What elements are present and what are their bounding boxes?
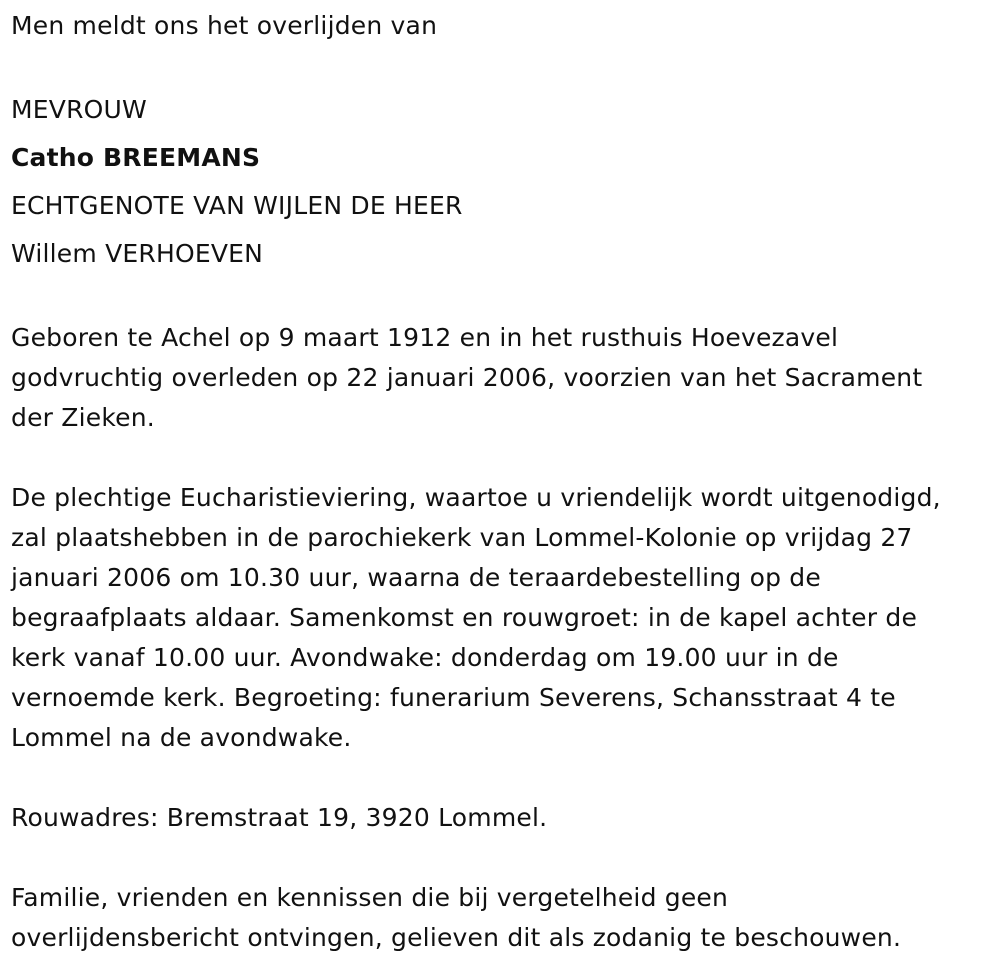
paragraph-line: Familie, vrienden en kennissen die bij vergetelheid geen xyxy=(11,883,729,912)
closing-paragraph xyxy=(11,878,996,958)
spacer xyxy=(11,46,996,86)
paragraph-line: kerk vanaf 10.00 uur. Avondwake: donderdag om 19.00 uur in de xyxy=(11,643,839,672)
deceased-name: Catho BREEMANS xyxy=(11,143,261,172)
paragraph-line: vernoemde kerk. Begroeting: funerarium Severens, Schansstraat 4 te xyxy=(11,683,896,712)
death-notice xyxy=(11,6,996,958)
paragraph-line: Geboren te Achel op 9 maart 1912 en in het rusthuis Hoevezavel xyxy=(11,323,839,352)
spacer xyxy=(11,278,996,318)
paragraph-line: overlijdensbericht ontvingen, gelieven dit als zodanig te beschouwen. xyxy=(11,923,902,952)
birth-paragraph xyxy=(11,318,996,438)
paragraph-line: Lommel na de avondwake. xyxy=(11,723,352,752)
relation-text: ECHTGENOTE VAN WIJLEN DE HEER xyxy=(11,191,463,220)
spouse-name: Willem VERHOEVEN xyxy=(11,239,264,268)
deceased-header xyxy=(11,86,996,278)
ceremony-paragraph xyxy=(11,478,996,758)
intro-text: Men meldt ons het overlijden van xyxy=(11,11,438,40)
paragraph-line: begraafplaats aldaar. Samenkomst en rouwgroet: in de kapel achter de xyxy=(11,603,918,632)
spacer xyxy=(11,758,996,798)
paragraph-line: De plechtige Eucharistieviering, waartoe u vriendelijk wordt uitgenodigd, xyxy=(11,483,941,512)
mourning-address: Rouwadres: Bremstraat 19, 3920 Lommel. xyxy=(11,803,548,832)
spacer xyxy=(11,438,996,478)
title-mevrouw: MEVROUW xyxy=(11,95,147,124)
paragraph-line: januari 2006 om 10.30 uur, waarna de teraardebestelling op de xyxy=(11,563,821,592)
spacer xyxy=(11,838,996,878)
paragraph-line: zal plaatshebben in de parochiekerk van Lommel-Kolonie op vrijdag 27 xyxy=(11,523,913,552)
paragraph-line: godvruchtig overleden op 22 januari 2006, voorzien van het Sacrament xyxy=(11,363,923,392)
paragraph-line: der Zieken. xyxy=(11,403,155,432)
